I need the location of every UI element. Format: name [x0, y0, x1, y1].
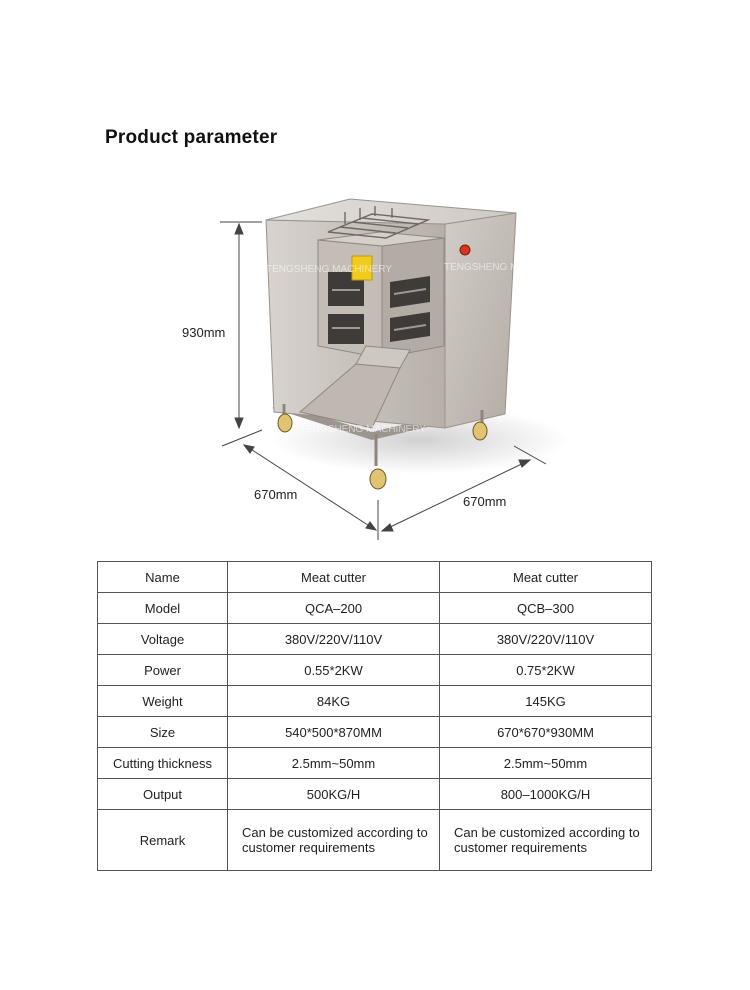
- model-b-value: Can be customized according to customer requirements: [440, 810, 652, 871]
- model-b-value: 800–1000KG/H: [440, 779, 652, 810]
- watermark-text: TENGSHENG MACHINERY: [266, 264, 392, 275]
- table-row: [98, 655, 652, 686]
- model-b-value: QCB–300: [440, 593, 652, 624]
- model-a-value: 380V/220V/110V: [228, 624, 440, 655]
- model-a-value: 500KG/H: [228, 779, 440, 810]
- watermark-text: TENGSHENG MACHINERY: [300, 424, 426, 435]
- model-b-value: 380V/220V/110V: [440, 624, 652, 655]
- model-b-value: 670*670*930MM: [440, 717, 652, 748]
- model-a-value: QCA–200: [228, 593, 440, 624]
- row-label: Voltage: [98, 624, 228, 655]
- table-row: [98, 562, 652, 593]
- depth-right-dimension-label: 670mm: [463, 494, 507, 509]
- table-row: [98, 624, 652, 655]
- table-row: [98, 686, 652, 717]
- row-label: Cutting thickness: [98, 748, 228, 779]
- model-b-value: 0.75*2KW: [440, 655, 652, 686]
- model-b-value: 145KG: [440, 686, 652, 717]
- table-row: [98, 717, 652, 748]
- row-label: Weight: [98, 686, 228, 717]
- model-b-value: Meat cutter: [440, 562, 652, 593]
- table-row: [98, 779, 652, 810]
- row-label: Model: [98, 593, 228, 624]
- height-dimension-label: 930mm: [182, 325, 226, 340]
- page-title: Product parameter: [105, 127, 278, 148]
- model-a-value: Can be customized according to customer requirements: [228, 810, 440, 871]
- stop-button: [460, 245, 470, 255]
- model-a-value: Meat cutter: [228, 562, 440, 593]
- table-row: [98, 810, 652, 871]
- row-label: Size: [98, 717, 228, 748]
- model-a-value: 0.55*2KW: [228, 655, 440, 686]
- model-a-value: 84KG: [228, 686, 440, 717]
- table-row: [98, 748, 652, 779]
- spec-table: [97, 561, 652, 871]
- row-label: Remark: [98, 810, 228, 871]
- model-a-value: 540*500*870MM: [228, 717, 440, 748]
- row-label: Power: [98, 655, 228, 686]
- model-a-value: 2.5mm~50mm: [228, 748, 440, 779]
- row-label: Name: [98, 562, 228, 593]
- machine-right-face: [445, 213, 516, 428]
- row-label: Output: [98, 779, 228, 810]
- model-b-value: 2.5mm~50mm: [440, 748, 652, 779]
- depth-left-dimension-label: 670mm: [254, 487, 298, 502]
- table-row: [98, 593, 652, 624]
- watermark-text: TENGSHENG MACHINERY: [444, 262, 570, 273]
